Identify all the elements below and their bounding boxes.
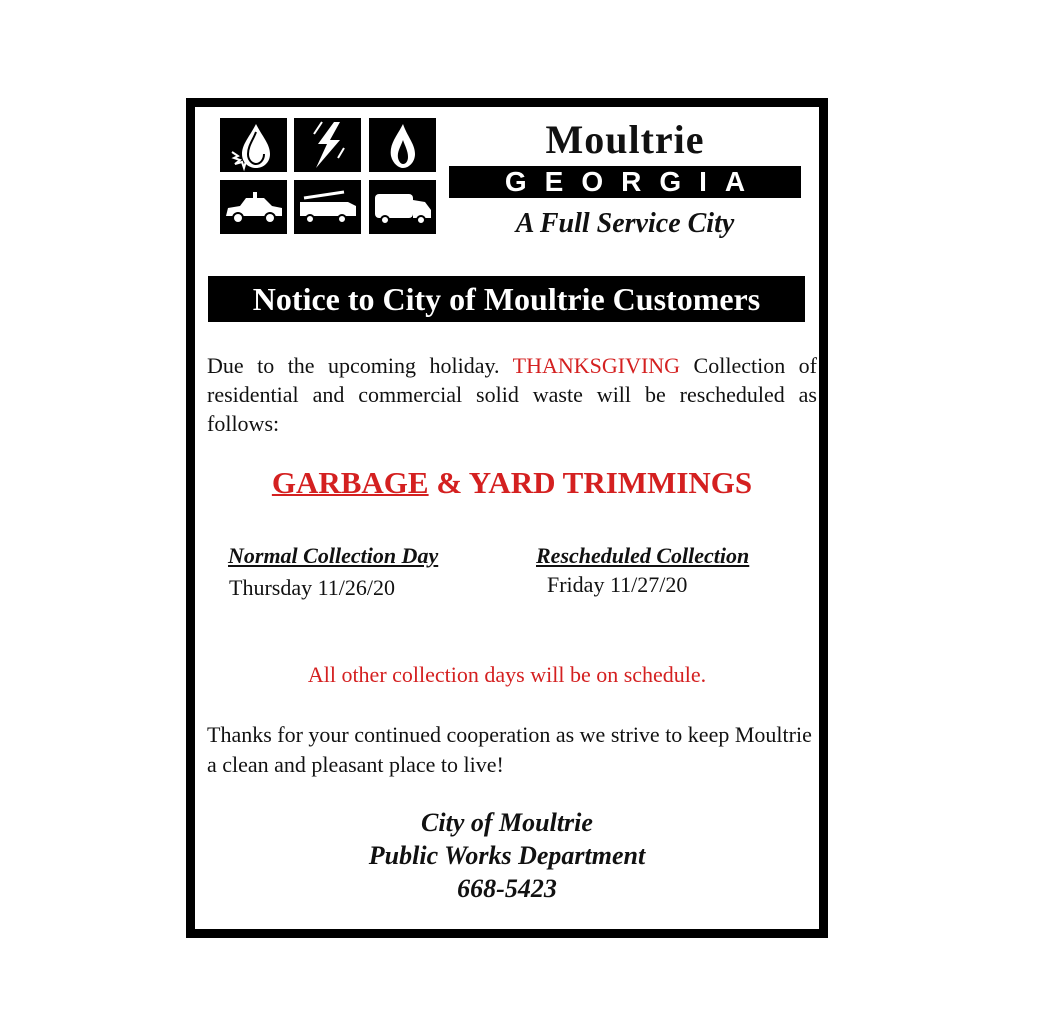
garbage-truck-icon [369,180,436,234]
utility-icon-grid [220,118,436,234]
other-days-note: All other collection days will be on schedule. [307,662,707,687]
fire-truck-icon [294,180,361,234]
police-car-icon [220,180,287,234]
gas-flame-icon [369,118,436,172]
normal-collection-date: Thursday 11/26/20 [229,575,395,600]
collection-headline [207,465,817,501]
signature-department: Public Works Department [368,841,646,870]
holiday-name: THANKSGIVING [512,353,681,378]
rescheduled-collection-header: Rescheduled Collection [536,543,750,568]
rescheduled-collection-date: Friday 11/27/20 [547,572,688,597]
signature-phone: 668-5423 [457,874,557,903]
normal-collection-header: Normal Collection Day [228,543,439,568]
lightning-bolt-icon [294,118,361,172]
intro-before: Due to the upcoming holiday. [207,353,500,378]
notice-title: Notice to City of Moultrie Customers [208,276,805,322]
state-bar: GEORGIA [449,166,801,198]
signature-city: City of Moultrie [421,808,593,837]
city-slogan: A Full Service City [515,208,735,239]
intro-paragraph [207,351,817,438]
water-drop-icon [220,118,287,172]
headline-garbage: GARBAGE [271,465,429,500]
intro-after: Collection of residential and commercial solid waste will be rescheduled as follows: [207,353,817,436]
thanks-paragraph: Thanks for your continued cooperation as we strive to keep Moultrie a clean and pleasant place to live! [207,722,812,777]
city-wordmark [449,118,801,248]
headline-rest: & YARD TRIMMINGS [436,465,753,500]
city-name: Moultrie [545,117,705,162]
